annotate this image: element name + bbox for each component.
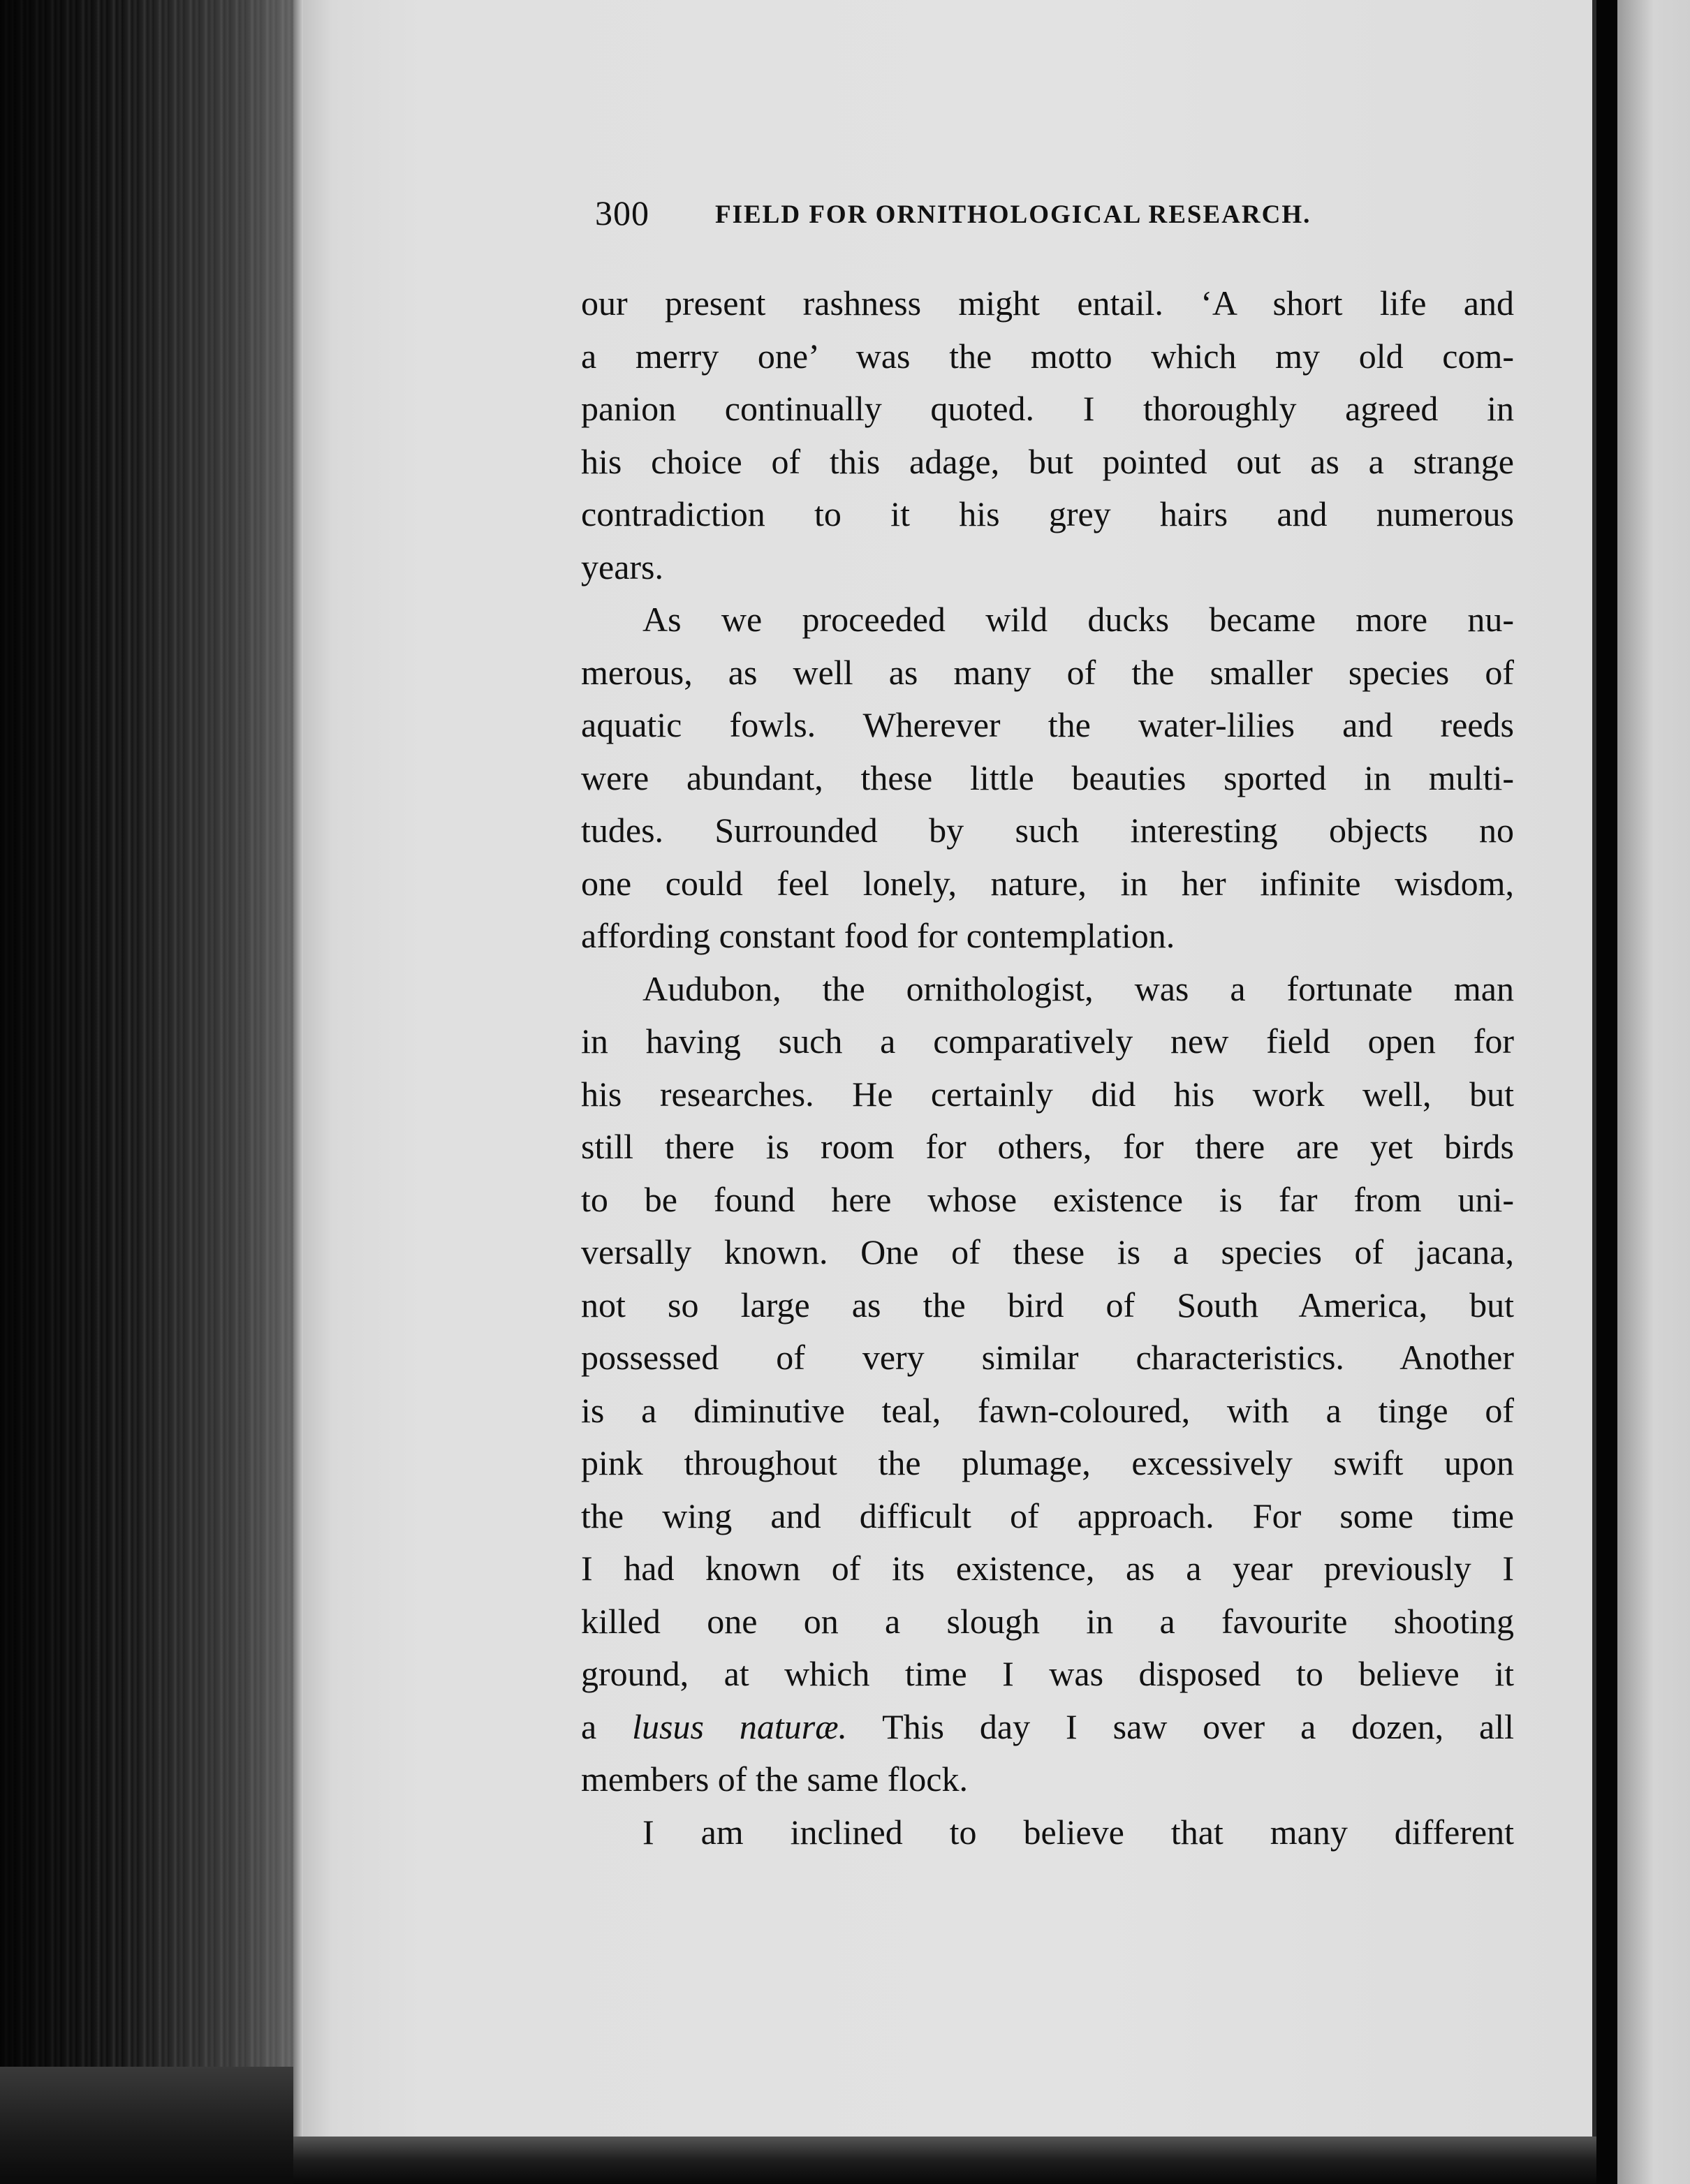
page-inner-edge [293,0,303,2137]
text-line: I had known of its existence, as a year previously I [581,1549,1514,1588]
text-line: our present rashness might entail. ‘A short life and [581,283,1514,323]
text-line: possessed of very similar characteristics. Another [581,1338,1514,1377]
text-line: contradiction to it his grey hairs and numerous [581,494,1514,533]
text-line: killed one on a slough in a favourite shooting [581,1601,1514,1641]
text-fragment: a [581,1706,633,1746]
text-line: panion continually quoted. I thoroughly agreed in [581,389,1514,428]
text-fragment: This day I saw over a dozen, all [847,1706,1514,1746]
book-gutter [1596,0,1617,2184]
text-line: to be found here whose existence is far from uni- [581,1179,1514,1219]
text-line: years. [581,547,663,586]
text-line: the wing and difficult of approach. For some time [581,1496,1514,1535]
text-line: ground, at which time I was disposed to believe it [581,1654,1514,1693]
text-line: is a diminutive teal, fawn-coloured, with a tinge of [581,1390,1514,1430]
text-line: not so large as the bird of South America, but [581,1285,1514,1325]
page-number: 300 [595,193,649,233]
running-title: FIELD FOR ORNITHOLOGICAL RESEARCH. [715,200,1311,229]
text-line: As we proceeded wild ducks became more nu- [642,600,1514,639]
paragraph [581,593,1514,963]
next-page-sliver [1617,0,1690,2184]
text-line: affording constant food for contemplation. [581,916,1175,955]
text-line: in having such a comparatively new field open for [581,1021,1514,1061]
text-line: still there is room for others, for there are yet birds [581,1127,1514,1166]
text-line-italic [581,1701,1514,1754]
text-line: one could feel lonely, nature, in her infinite wisdom, [581,863,1514,903]
text-line: aquatic fowls. Wherever the water-lilies and reeds [581,705,1514,744]
text-line: tudes. Surrounded by such interesting objects no [581,811,1514,850]
text-line: members of the same flock. [581,1759,968,1799]
paragraph [581,1806,1514,1859]
text-line: were abundant, these little beauties sported in multi- [581,758,1514,797]
text-line: his researches. He certainly did his work well, but [581,1074,1514,1114]
text-line: pink throughout the plumage, excessively swift upon [581,1443,1514,1482]
text-line: versally known. One of these is a species of jacana, [581,1232,1514,1271]
paragraph [581,277,1514,593]
text-line: his choice of this adage, but pointed out as a strange [581,441,1514,481]
text-line: I am inclined to believe that many different [642,1812,1514,1852]
text-line: merous, as well as many of the smaller species of [581,652,1514,692]
text-line: a merry one’ was the motto which my old com- [581,336,1514,376]
running-head [595,193,1412,235]
text-line: Audubon, the ornithologist, was a fortunate man [642,968,1514,1008]
paragraph [581,963,1514,1806]
page-bottom-edge [293,2137,1596,2184]
page-stack-shadow [0,0,300,2184]
body-text [581,277,1514,1859]
italic-phrase: lusus naturæ. [632,1706,848,1746]
